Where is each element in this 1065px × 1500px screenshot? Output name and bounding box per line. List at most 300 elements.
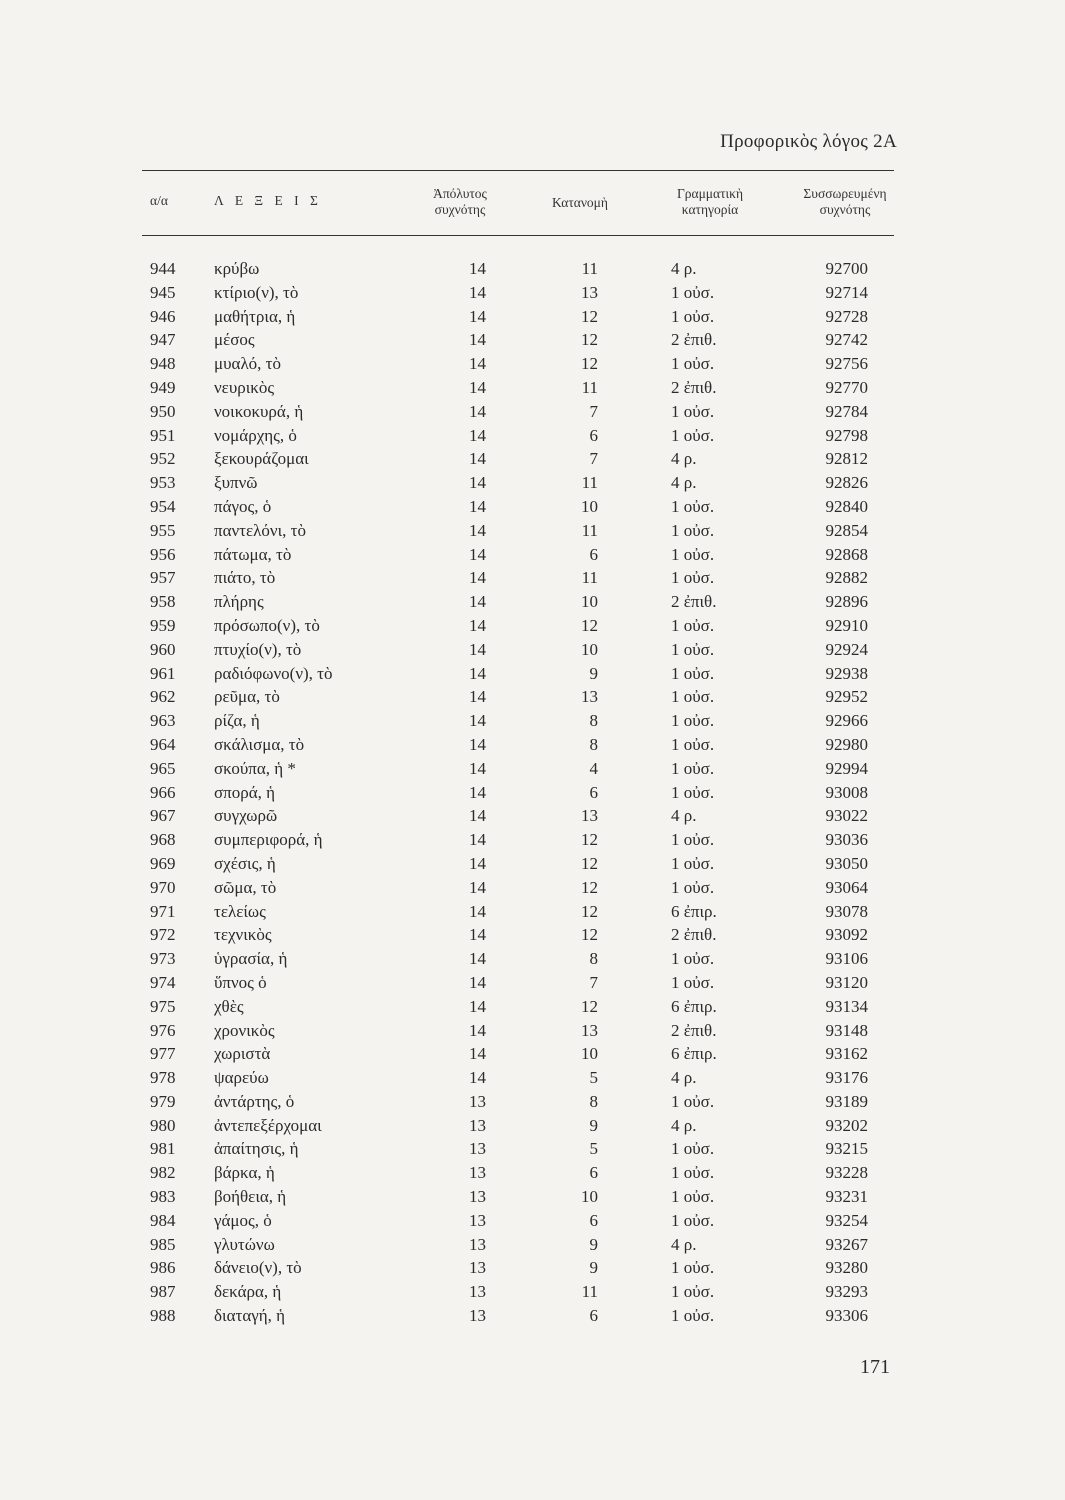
row-grammatical-category: 1 οὐσ.	[671, 615, 715, 635]
column-header-cumulative-frequency	[785, 186, 905, 218]
row-word: νευρικὸς	[214, 377, 275, 397]
row-index: 982	[150, 1163, 176, 1183]
column-header-cumulative-frequency-line2: συχνότης	[819, 202, 871, 217]
row-cumulative-frequency: 92728	[825, 306, 868, 326]
row-distribution: 5	[589, 1068, 598, 1088]
row-index: 953	[150, 473, 176, 493]
row-absolute-frequency: 13	[469, 1091, 486, 1111]
row-grammatical-category: 6 ἐπιρ.	[671, 901, 717, 921]
row-absolute-frequency: 14	[469, 1044, 486, 1064]
row-grammatical-category: 2 ἐπιθ.	[671, 1020, 717, 1040]
row-distribution: 6	[589, 544, 598, 564]
row-absolute-frequency: 14	[469, 1068, 486, 1088]
row-word: ξυπνῶ	[214, 473, 258, 493]
row-word: πτυχίο(ν), τὸ	[214, 639, 302, 659]
row-grammatical-category: 6 ἐπιρ.	[671, 1044, 717, 1064]
row-word: βάρκα, ἡ	[214, 1163, 275, 1183]
row-index: 950	[150, 401, 176, 421]
table-row	[0, 900, 1065, 924]
row-index: 987	[150, 1282, 176, 1302]
row-absolute-frequency: 14	[469, 782, 486, 802]
row-absolute-frequency: 14	[469, 425, 486, 445]
row-absolute-frequency: 14	[469, 663, 486, 683]
row-grammatical-category: 1 οὐσ.	[671, 734, 715, 754]
row-word: κτίριο(ν), τὸ	[214, 282, 299, 302]
row-distribution: 12	[581, 330, 598, 350]
table-row	[0, 281, 1065, 305]
table-row	[0, 566, 1065, 590]
table-row	[0, 733, 1065, 757]
row-grammatical-category: 1 οὐσ.	[671, 401, 715, 421]
row-index: 978	[150, 1068, 176, 1088]
row-grammatical-category: 1 οὐσ.	[671, 568, 715, 588]
row-distribution: 10	[581, 639, 598, 659]
row-index: 947	[150, 330, 176, 350]
table-row	[0, 495, 1065, 519]
table-row	[0, 424, 1065, 448]
row-word: ψαρεύω	[214, 1068, 269, 1088]
frequency-table-body	[0, 257, 1065, 1328]
row-absolute-frequency: 14	[469, 949, 486, 969]
row-distribution: 8	[589, 949, 598, 969]
row-distribution: 7	[589, 449, 598, 469]
row-word: συγχωρῶ	[214, 806, 278, 826]
row-cumulative-frequency: 92980	[825, 734, 868, 754]
row-word: σῶμα, τὸ	[214, 877, 277, 897]
table-row	[0, 305, 1065, 329]
row-index: 968	[150, 830, 176, 850]
row-absolute-frequency: 14	[469, 259, 486, 278]
row-absolute-frequency: 14	[469, 830, 486, 850]
row-index: 984	[150, 1210, 176, 1230]
row-index: 959	[150, 615, 176, 635]
row-distribution: 11	[581, 377, 598, 397]
row-cumulative-frequency: 92756	[825, 354, 868, 374]
row-index: 976	[150, 1020, 176, 1040]
row-grammatical-category: 1 οὐσ.	[671, 1258, 715, 1278]
row-grammatical-category: 1 οὐσ.	[671, 639, 715, 659]
column-header-grammatical-category	[650, 186, 770, 218]
row-absolute-frequency: 13	[469, 1115, 486, 1135]
row-index: 954	[150, 496, 176, 516]
row-grammatical-category: 1 οὐσ.	[671, 949, 715, 969]
row-absolute-frequency: 14	[469, 806, 486, 826]
row-word: γλυτώνω	[214, 1234, 275, 1254]
row-index: 974	[150, 972, 176, 992]
row-word: ὑγρασία, ἡ	[214, 949, 288, 969]
row-word: νομάρχης, ὁ	[214, 425, 297, 445]
row-cumulative-frequency: 93306	[825, 1306, 868, 1326]
row-cumulative-frequency: 93202	[825, 1115, 868, 1135]
table-row	[0, 590, 1065, 614]
table-row	[0, 614, 1065, 638]
row-grammatical-category: 4 ρ.	[671, 1115, 697, 1135]
row-distribution: 9	[589, 1258, 598, 1278]
row-index: 957	[150, 568, 176, 588]
row-distribution: 8	[589, 734, 598, 754]
row-index: 952	[150, 449, 176, 469]
row-grammatical-category: 1 οὐσ.	[671, 758, 715, 778]
row-word: γάμος, ὁ	[214, 1210, 272, 1230]
row-distribution: 7	[589, 401, 598, 421]
table-row	[0, 1066, 1065, 1090]
row-word: χωριστὰ	[214, 1044, 271, 1064]
table-row	[0, 1161, 1065, 1185]
row-distribution: 11	[581, 520, 598, 540]
row-grammatical-category: 2 ἐπιθ.	[671, 330, 717, 350]
row-absolute-frequency: 14	[469, 377, 486, 397]
row-distribution: 11	[581, 1282, 598, 1302]
row-cumulative-frequency: 93254	[825, 1210, 868, 1230]
table-row	[0, 638, 1065, 662]
row-word: τελείως	[214, 901, 266, 921]
row-word: ξεκουράζομαι	[214, 449, 309, 469]
row-word: δάνειο(ν), τὸ	[214, 1258, 302, 1278]
row-distribution: 12	[581, 615, 598, 635]
row-word: παντελόνι, τὸ	[214, 520, 306, 540]
row-cumulative-frequency: 93162	[825, 1044, 868, 1064]
row-grammatical-category: 1 οὐσ.	[671, 1306, 715, 1326]
row-absolute-frequency: 14	[469, 711, 486, 731]
table-row	[0, 447, 1065, 471]
row-cumulative-frequency: 92854	[825, 520, 868, 540]
row-distribution: 8	[589, 1091, 598, 1111]
column-header-cumulative-frequency-line1: Συσσωρευμένη	[803, 186, 887, 201]
row-cumulative-frequency: 92952	[825, 687, 868, 707]
table-row	[0, 947, 1065, 971]
table-row	[0, 995, 1065, 1019]
row-absolute-frequency: 14	[469, 401, 486, 421]
header-bottom-rule	[142, 235, 894, 236]
row-cumulative-frequency: 92938	[825, 663, 868, 683]
row-cumulative-frequency: 92966	[825, 711, 868, 731]
table-row	[0, 1209, 1065, 1233]
row-distribution: 12	[581, 853, 598, 873]
row-word: τεχνικὸς	[214, 925, 272, 945]
table-row	[0, 328, 1065, 352]
row-grammatical-category: 1 οὐσ.	[671, 853, 715, 873]
row-cumulative-frequency: 93215	[825, 1139, 868, 1159]
row-index: 944	[150, 259, 176, 278]
row-absolute-frequency: 14	[469, 687, 486, 707]
column-header-grammatical-category-line1: Γραμματικὴ	[676, 186, 744, 201]
row-index: 977	[150, 1044, 176, 1064]
row-distribution: 11	[581, 568, 598, 588]
row-cumulative-frequency: 93022	[825, 806, 868, 826]
row-distribution: 13	[581, 282, 598, 302]
table-row	[0, 543, 1065, 567]
table-row	[0, 400, 1065, 424]
table-row	[0, 709, 1065, 733]
row-index: 970	[150, 877, 176, 897]
table-row	[0, 471, 1065, 495]
row-distribution: 12	[581, 996, 598, 1016]
page-number: 171	[860, 1356, 890, 1378]
table-row	[0, 376, 1065, 400]
table-row	[0, 1185, 1065, 1209]
row-word: σκούπα, ἡ *	[214, 758, 296, 778]
row-absolute-frequency: 14	[469, 639, 486, 659]
row-absolute-frequency: 13	[469, 1139, 486, 1159]
row-cumulative-frequency: 93106	[825, 949, 868, 969]
row-word: ἀντεπεξέρχομαι	[214, 1115, 322, 1135]
table-row	[0, 1304, 1065, 1328]
row-distribution: 10	[581, 1044, 598, 1064]
row-word: ὕπνος ὁ	[214, 972, 267, 992]
row-absolute-frequency: 14	[469, 925, 486, 945]
row-index: 965	[150, 758, 176, 778]
row-grammatical-category: 1 οὐσ.	[671, 354, 715, 374]
row-cumulative-frequency: 93078	[825, 901, 868, 921]
row-cumulative-frequency: 92868	[825, 544, 868, 564]
row-index: 962	[150, 687, 176, 707]
row-absolute-frequency: 14	[469, 496, 486, 516]
row-distribution: 9	[589, 1115, 598, 1135]
row-word: πάτωμα, τὸ	[214, 544, 292, 564]
row-index: 973	[150, 949, 176, 969]
row-absolute-frequency: 14	[469, 758, 486, 778]
row-distribution: 11	[581, 473, 598, 493]
row-distribution: 13	[581, 1020, 598, 1040]
row-grammatical-category: 4 ρ.	[671, 259, 697, 278]
row-absolute-frequency: 14	[469, 330, 486, 350]
row-cumulative-frequency: 93036	[825, 830, 868, 850]
row-distribution: 8	[589, 711, 598, 731]
row-index: 988	[150, 1306, 176, 1326]
column-header-words: Λ Ε Ξ Ε Ι Σ	[214, 193, 322, 208]
column-header-index: α/α	[150, 193, 168, 208]
table-row	[0, 1137, 1065, 1161]
row-grammatical-category: 1 οὐσ.	[671, 1163, 715, 1183]
row-grammatical-category: 6 ἐπιρ.	[671, 996, 717, 1016]
row-index: 983	[150, 1187, 176, 1207]
row-cumulative-frequency: 92840	[825, 496, 868, 516]
row-cumulative-frequency: 92994	[825, 758, 868, 778]
row-cumulative-frequency: 93120	[825, 972, 868, 992]
row-distribution: 12	[581, 306, 598, 326]
header-top-rule	[142, 170, 894, 171]
row-grammatical-category: 4 ρ.	[671, 806, 697, 826]
row-distribution: 12	[581, 901, 598, 921]
row-distribution: 6	[589, 1306, 598, 1326]
table-row	[0, 757, 1065, 781]
row-word: νοικοκυρά, ἡ	[214, 401, 304, 421]
row-absolute-frequency: 14	[469, 449, 486, 469]
row-distribution: 10	[581, 496, 598, 516]
row-word: κρύβω	[214, 259, 260, 278]
table-row	[0, 923, 1065, 947]
row-grammatical-category: 1 οὐσ.	[671, 306, 715, 326]
row-distribution: 5	[589, 1139, 598, 1159]
row-index: 961	[150, 663, 176, 683]
row-index: 972	[150, 925, 176, 945]
row-word: πρόσωπο(ν), τὸ	[214, 615, 320, 635]
row-absolute-frequency: 14	[469, 877, 486, 897]
row-absolute-frequency: 14	[469, 306, 486, 326]
row-word: μυαλό, τὸ	[214, 354, 282, 374]
row-absolute-frequency: 14	[469, 592, 486, 612]
row-absolute-frequency: 14	[469, 853, 486, 873]
row-cumulative-frequency: 93280	[825, 1258, 868, 1278]
row-grammatical-category: 2 ἐπιθ.	[671, 592, 717, 612]
column-header-absolute-frequency-line1: Ἀπόλυτος	[433, 186, 487, 201]
row-cumulative-frequency: 93189	[825, 1091, 868, 1111]
row-grammatical-category: 2 ἐπιθ.	[671, 377, 717, 397]
row-cumulative-frequency: 93008	[825, 782, 868, 802]
row-index: 958	[150, 592, 176, 612]
row-grammatical-category: 1 οὐσ.	[671, 1210, 715, 1230]
row-word: πλήρης	[214, 592, 264, 612]
row-absolute-frequency: 14	[469, 520, 486, 540]
row-grammatical-category: 2 ἐπιθ.	[671, 925, 717, 945]
row-index: 967	[150, 806, 176, 826]
row-distribution: 9	[589, 663, 598, 683]
row-index: 946	[150, 306, 176, 326]
row-cumulative-frequency: 93064	[825, 877, 868, 897]
row-index: 951	[150, 425, 176, 445]
table-row	[0, 1019, 1065, 1043]
row-cumulative-frequency: 93134	[825, 996, 868, 1016]
row-absolute-frequency: 13	[469, 1306, 486, 1326]
row-word: ἀντάρτης, ὁ	[214, 1091, 295, 1111]
row-absolute-frequency: 14	[469, 901, 486, 921]
row-grammatical-category: 4 ρ.	[671, 1068, 697, 1088]
row-cumulative-frequency: 92924	[825, 639, 868, 659]
row-word: διαταγή, ἡ	[214, 1306, 286, 1326]
table-row	[0, 876, 1065, 900]
row-absolute-frequency: 14	[469, 282, 486, 302]
row-absolute-frequency: 14	[469, 734, 486, 754]
row-absolute-frequency: 14	[469, 1020, 486, 1040]
row-index: 971	[150, 901, 176, 921]
table-row	[0, 971, 1065, 995]
row-grammatical-category: 1 οὐσ.	[671, 663, 715, 683]
row-cumulative-frequency: 92910	[825, 615, 868, 635]
row-distribution: 12	[581, 354, 598, 374]
row-cumulative-frequency: 93231	[825, 1187, 868, 1207]
row-cumulative-frequency: 93050	[825, 853, 868, 873]
row-absolute-frequency: 14	[469, 473, 486, 493]
row-distribution: 6	[589, 1210, 598, 1230]
running-title: Προφορικὸς λόγος 2Α	[720, 131, 897, 152]
row-word: σχέσις, ἡ	[214, 853, 276, 873]
row-index: 981	[150, 1139, 176, 1159]
table-row	[0, 852, 1065, 876]
row-grammatical-category: 1 οὐσ.	[671, 1282, 715, 1302]
row-distribution: 4	[589, 758, 598, 778]
table-row	[0, 685, 1065, 709]
table-row	[0, 1114, 1065, 1138]
row-word: χθὲς	[214, 996, 244, 1016]
row-cumulative-frequency: 93176	[825, 1068, 868, 1088]
row-index: 985	[150, 1234, 176, 1254]
row-absolute-frequency: 13	[469, 1234, 486, 1254]
row-cumulative-frequency: 92812	[825, 449, 868, 469]
row-distribution: 9	[589, 1234, 598, 1254]
row-absolute-frequency: 13	[469, 1210, 486, 1230]
row-index: 986	[150, 1258, 176, 1278]
row-distribution: 12	[581, 925, 598, 945]
row-absolute-frequency: 14	[469, 568, 486, 588]
row-cumulative-frequency: 92882	[825, 568, 868, 588]
row-grammatical-category: 1 οὐσ.	[671, 877, 715, 897]
table-row	[0, 804, 1065, 828]
row-absolute-frequency: 14	[469, 996, 486, 1016]
row-distribution: 13	[581, 806, 598, 826]
row-grammatical-category: 1 οὐσ.	[671, 972, 715, 992]
column-header-distribution: Κατανομὴ	[552, 195, 608, 210]
row-cumulative-frequency: 92826	[825, 473, 868, 493]
row-word: ραδιόφωνο(ν), τὸ	[214, 663, 333, 683]
row-grammatical-category: 1 οὐσ.	[671, 1139, 715, 1159]
row-index: 966	[150, 782, 176, 802]
row-grammatical-category: 4 ρ.	[671, 1234, 697, 1254]
row-cumulative-frequency: 93228	[825, 1163, 868, 1183]
row-index: 948	[150, 354, 176, 374]
row-word: σπορά, ἡ	[214, 782, 276, 802]
row-index: 964	[150, 734, 176, 754]
column-header-absolute-frequency	[405, 186, 515, 218]
table-row	[0, 352, 1065, 376]
row-index: 969	[150, 853, 176, 873]
row-absolute-frequency: 13	[469, 1282, 486, 1302]
row-cumulative-frequency: 92700	[825, 259, 868, 278]
table-row	[0, 662, 1065, 686]
row-distribution: 6	[589, 782, 598, 802]
row-word: χρονικὸς	[214, 1020, 275, 1040]
row-cumulative-frequency: 92742	[825, 330, 868, 350]
row-distribution: 6	[589, 425, 598, 445]
row-index: 979	[150, 1091, 176, 1111]
row-index: 980	[150, 1115, 176, 1135]
table-row	[0, 1256, 1065, 1280]
row-distribution: 10	[581, 1187, 598, 1207]
column-header-grammatical-category-line2: κατηγορία	[681, 202, 739, 217]
row-absolute-frequency: 14	[469, 972, 486, 992]
row-grammatical-category: 4 ρ.	[671, 449, 697, 469]
row-grammatical-category: 1 οὐσ.	[671, 544, 715, 564]
row-absolute-frequency: 14	[469, 544, 486, 564]
row-absolute-frequency: 14	[469, 615, 486, 635]
row-word: ρεῦμα, τὸ	[214, 687, 280, 707]
table-row	[0, 1042, 1065, 1066]
row-distribution: 11	[581, 259, 598, 278]
row-grammatical-category: 1 οὐσ.	[671, 1091, 715, 1111]
row-grammatical-category: 1 οὐσ.	[671, 711, 715, 731]
row-cumulative-frequency: 92896	[825, 592, 868, 612]
row-index: 955	[150, 520, 176, 540]
table-row	[0, 1280, 1065, 1304]
row-grammatical-category: 1 οὐσ.	[671, 687, 715, 707]
row-cumulative-frequency: 93148	[825, 1020, 868, 1040]
row-cumulative-frequency: 92714	[825, 282, 868, 302]
row-word: ρίζα, ἡ	[214, 711, 260, 731]
row-grammatical-category: 4 ρ.	[671, 473, 697, 493]
row-word: πάγος, ὁ	[214, 496, 272, 516]
row-cumulative-frequency: 93293	[825, 1282, 868, 1302]
row-word: βοήθεια, ἡ	[214, 1187, 287, 1207]
row-grammatical-category: 1 οὐσ.	[671, 425, 715, 445]
row-index: 963	[150, 711, 176, 731]
row-cumulative-frequency: 93092	[825, 925, 868, 945]
row-absolute-frequency: 14	[469, 354, 486, 374]
row-word: μέσος	[214, 330, 255, 350]
row-grammatical-category: 1 οὐσ.	[671, 830, 715, 850]
table-row	[0, 257, 1065, 281]
row-word: ἀπαίτησις, ἡ	[214, 1139, 299, 1159]
table-row	[0, 781, 1065, 805]
row-index: 945	[150, 282, 176, 302]
